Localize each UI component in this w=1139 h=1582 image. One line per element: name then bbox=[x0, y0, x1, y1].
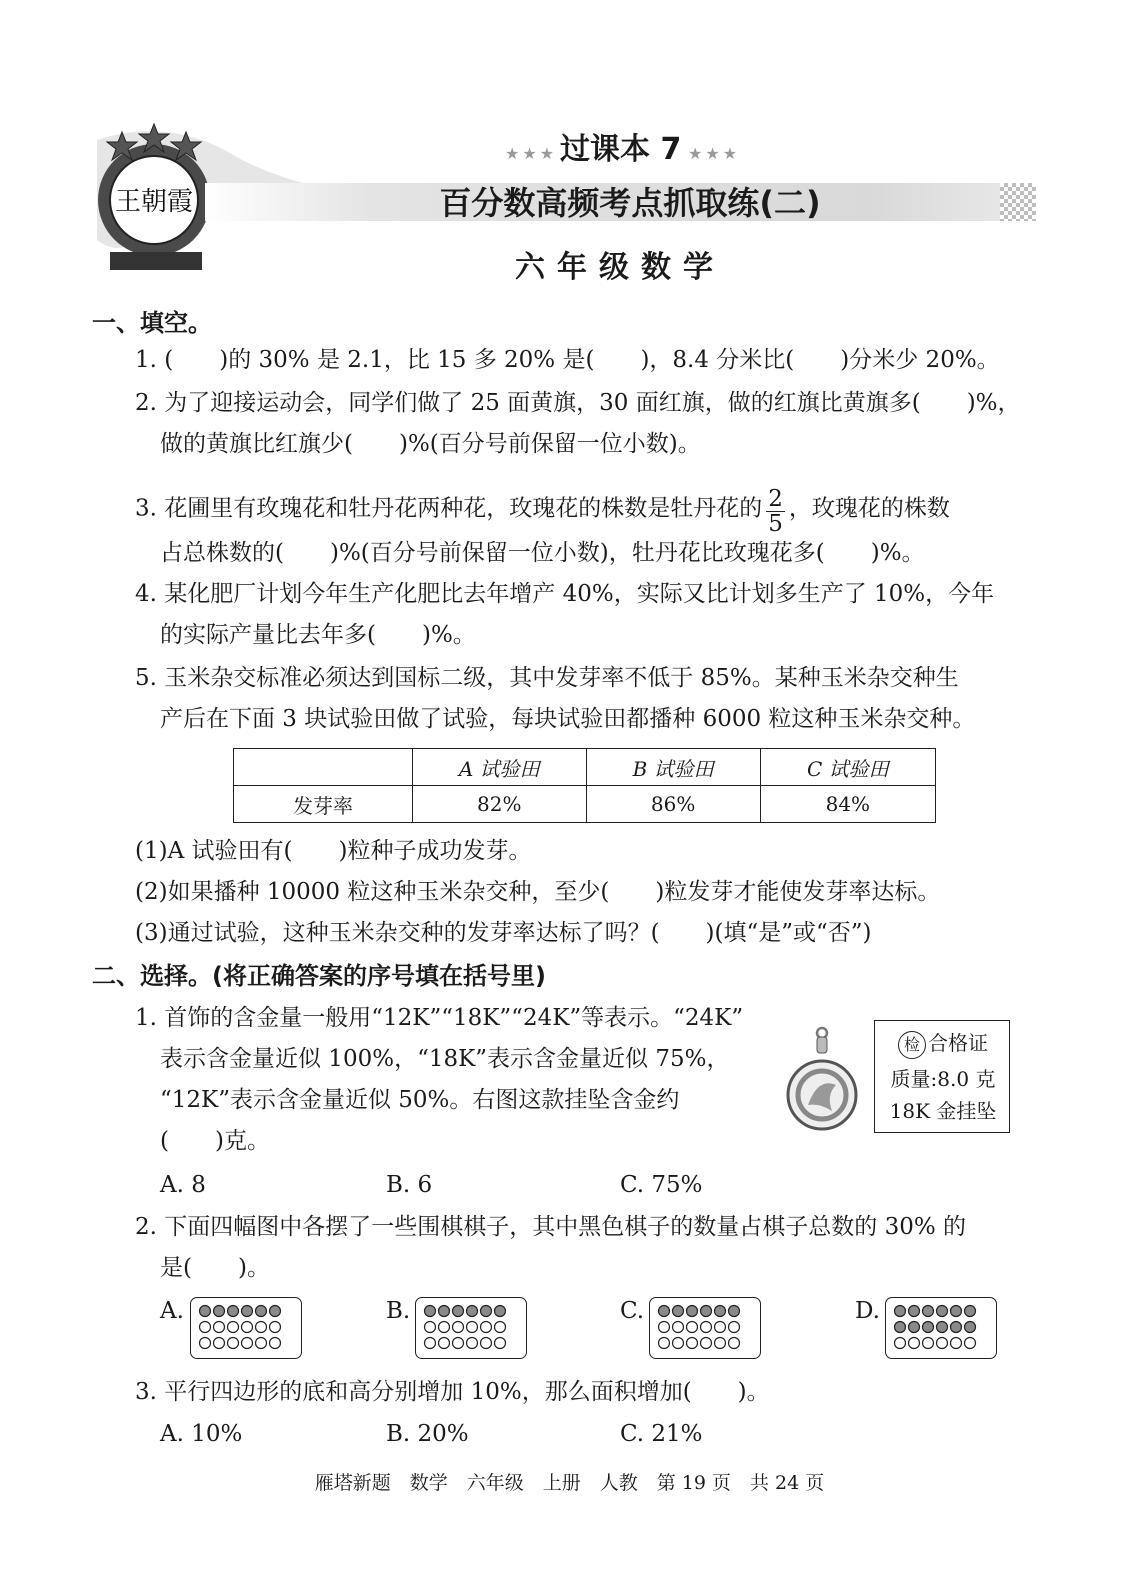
title-checker-decor bbox=[1000, 183, 1036, 221]
white-stone bbox=[729, 1322, 740, 1333]
black-stone bbox=[965, 1306, 976, 1317]
black-stone bbox=[895, 1306, 906, 1317]
white-stone bbox=[965, 1338, 976, 1349]
black-stone bbox=[923, 1322, 934, 1333]
white-stone bbox=[256, 1322, 267, 1333]
go-board-b bbox=[415, 1297, 527, 1359]
option-2-1-a: A. 8 bbox=[160, 1172, 206, 1198]
black-stone bbox=[951, 1322, 962, 1333]
white-stone bbox=[439, 1322, 450, 1333]
table-header-cell: C 试验田 bbox=[760, 749, 935, 786]
white-stone bbox=[270, 1322, 281, 1333]
white-stone bbox=[242, 1322, 253, 1333]
white-stone bbox=[256, 1338, 267, 1349]
option-2-2-c: C. bbox=[620, 1298, 645, 1324]
white-stone bbox=[425, 1322, 436, 1333]
fraction-numerator: 2 bbox=[768, 486, 783, 512]
question-2-3: 3. 平行四边形的底和高分别增加 10%，那么面积增加( )。 bbox=[135, 1379, 770, 1405]
white-stone bbox=[242, 1338, 253, 1349]
white-stone bbox=[659, 1322, 670, 1333]
white-stone bbox=[715, 1322, 726, 1333]
inspection-stamp-icon: 检 bbox=[898, 1031, 926, 1059]
table-header-cell: A 试验田 bbox=[413, 749, 587, 786]
black-stone bbox=[228, 1306, 239, 1317]
decor-stars-left: ★★★ bbox=[505, 144, 558, 163]
white-stone bbox=[729, 1338, 740, 1349]
white-stone bbox=[687, 1322, 698, 1333]
white-stone bbox=[214, 1322, 225, 1333]
white-stone bbox=[270, 1338, 281, 1349]
table-header-cell bbox=[234, 749, 413, 786]
pendant-image bbox=[782, 1025, 862, 1145]
white-stone bbox=[701, 1322, 712, 1333]
black-stone bbox=[687, 1306, 698, 1317]
black-stone bbox=[937, 1322, 948, 1333]
black-stone bbox=[270, 1306, 281, 1317]
white-stone bbox=[495, 1322, 506, 1333]
question-2-2-line1: 2. 下面四幅图中各摆了一些围棋棋子，其中黑色棋子的数量占棋子总数的 30% 的 bbox=[135, 1214, 966, 1240]
table-header-row bbox=[234, 749, 936, 786]
question-1-3-text: 3. 花圃里有玫瑰花和牡丹花两种花，玫瑰花的株数是牡丹花的 bbox=[135, 495, 763, 522]
question-1-5-sub2: (2)如果播种 10000 粒这种玉米杂交种，至少( )粒发芽才能使发芽率达标。 bbox=[135, 879, 941, 905]
table-header-cell: B 试验田 bbox=[586, 749, 760, 786]
black-stone bbox=[729, 1306, 740, 1317]
option-2-2-a: A. bbox=[160, 1298, 184, 1324]
black-stone bbox=[425, 1306, 436, 1317]
table-cell: 86% bbox=[586, 786, 760, 823]
option-2-2-b: B. bbox=[386, 1298, 411, 1324]
black-stone bbox=[242, 1306, 253, 1317]
question-1-4-line1: 4. 某化肥厂计划今年生产化肥比去年增产 40%，实际又比计划多生产了 10%，今年 bbox=[135, 581, 995, 607]
question-1-4-line2: 的实际产量比去年多( )%。 bbox=[160, 622, 476, 648]
black-stone bbox=[659, 1306, 670, 1317]
question-1-1: 1. ( )的 30% 是 2.1，比 15 多 20% 是( )，8.4 分米比( )分米少 20%。 bbox=[135, 347, 1000, 373]
option-2-3-a: A. 10% bbox=[160, 1421, 243, 1447]
question-2-2-line2: 是( )。 bbox=[160, 1255, 270, 1281]
black-stone bbox=[965, 1322, 976, 1333]
certificate-item: 18K 金挂坠 bbox=[889, 1099, 997, 1123]
certificate-title: 合格证 bbox=[928, 1031, 988, 1055]
page-footer: 雁塔新题 数学 六年级 上册 人教 第 19 页 共 24 页 bbox=[314, 1472, 825, 1494]
question-1-2-line2: 做的黄旗比红旗少( )%(百分号前保留一位小数)。 bbox=[160, 431, 701, 457]
page-title: 百分数高频考点抓取练(二) bbox=[439, 184, 821, 222]
white-stone bbox=[453, 1322, 464, 1333]
white-stone bbox=[937, 1338, 948, 1349]
option-2-1-c: C. 75% bbox=[620, 1172, 703, 1198]
fraction bbox=[766, 487, 785, 536]
black-stone bbox=[951, 1306, 962, 1317]
white-stone bbox=[481, 1338, 492, 1349]
option-2-1-b: B. 6 bbox=[386, 1172, 433, 1198]
white-stone bbox=[214, 1338, 225, 1349]
decor-stars-right: ★★★ bbox=[688, 144, 741, 163]
question-1-3-line2: 占总株数的( )%(百分号前保留一位小数)，牡丹花比玫瑰花多( )%。 bbox=[160, 540, 925, 566]
white-stone bbox=[495, 1338, 506, 1349]
white-stone bbox=[923, 1338, 934, 1349]
black-stone bbox=[937, 1306, 948, 1317]
section2-heading: 二、选择。(将正确答案的序号填在括号里) bbox=[92, 962, 546, 990]
question-2-1-line4: ( )克。 bbox=[160, 1128, 270, 1154]
white-stone bbox=[895, 1338, 906, 1349]
black-stone bbox=[909, 1306, 920, 1317]
go-board-a bbox=[190, 1297, 302, 1359]
white-stone bbox=[200, 1338, 211, 1349]
white-stone bbox=[701, 1338, 712, 1349]
white-stone bbox=[228, 1338, 239, 1349]
brand-logo-text: 王朝霞 bbox=[114, 187, 194, 217]
option-2-3-c: C. 21% bbox=[620, 1421, 703, 1447]
black-stone bbox=[673, 1306, 684, 1317]
white-stone bbox=[673, 1338, 684, 1349]
black-stone bbox=[701, 1306, 712, 1317]
certificate-mass: 质量:8.0 克 bbox=[890, 1067, 996, 1091]
option-2-3-b: B. 20% bbox=[386, 1421, 469, 1447]
question-1-3-text-end: ，玫瑰花的株数 bbox=[788, 495, 950, 522]
question-1-5-line2: 产后在下面 3 块试验田做了试验，每块试验田都播种 6000 粒这种玉米杂交种。 bbox=[160, 706, 976, 732]
question-2-1-line1: 1. 首饰的含金量一般用“12K”“18K”“24K”等表示。“24K” bbox=[135, 1005, 744, 1031]
question-1-5-sub1: (1)A 试验田有( )粒种子成功发芽。 bbox=[135, 838, 532, 864]
page-subtitle: 六年级数学 bbox=[515, 250, 725, 285]
white-stone bbox=[909, 1338, 920, 1349]
germination-table bbox=[233, 748, 936, 823]
certificate-box bbox=[874, 1020, 1010, 1133]
table-row-label: 发芽率 bbox=[234, 786, 413, 823]
white-stone bbox=[200, 1322, 211, 1333]
go-board-d bbox=[885, 1297, 997, 1359]
black-stone bbox=[495, 1306, 506, 1317]
white-stone bbox=[715, 1338, 726, 1349]
white-stone bbox=[228, 1322, 239, 1333]
question-1-5-sub3: (3)通过试验，这种玉米杂交种的发芽率达标了吗？( )(填“是”或“否”) bbox=[135, 920, 872, 946]
question-2-1-line3: “12K”表示含金量近似 50%。右图这款挂坠含金约 bbox=[160, 1087, 680, 1113]
black-stone bbox=[256, 1306, 267, 1317]
white-stone bbox=[453, 1338, 464, 1349]
white-stone bbox=[481, 1322, 492, 1333]
white-stone bbox=[687, 1338, 698, 1349]
white-stone bbox=[425, 1338, 436, 1349]
white-stone bbox=[467, 1322, 478, 1333]
black-stone bbox=[439, 1306, 450, 1317]
question-1-2-line1: 2. 为了迎接运动会，同学们做了 25 面黄旗，30 面红旗，做的红旗比黄旗多( )%， bbox=[135, 390, 1021, 416]
question-1-3-line1 bbox=[135, 485, 950, 537]
series-label: 过课本 7 bbox=[560, 132, 682, 167]
certificate-title-row bbox=[875, 1029, 1011, 1059]
white-stone bbox=[467, 1338, 478, 1349]
white-stone bbox=[439, 1338, 450, 1349]
black-stone bbox=[909, 1322, 920, 1333]
black-stone bbox=[200, 1306, 211, 1317]
black-stone bbox=[895, 1322, 906, 1333]
question-1-5-line1: 5. 玉米杂交标准必须达到国标二级，其中发芽率不低于 85%。某种玉米杂交种生 bbox=[135, 665, 959, 691]
white-stone bbox=[659, 1338, 670, 1349]
black-stone bbox=[214, 1306, 225, 1317]
white-stone bbox=[951, 1338, 962, 1349]
option-2-2-d: D. bbox=[855, 1298, 880, 1324]
black-stone bbox=[923, 1306, 934, 1317]
section1-heading: 一、填空。 bbox=[92, 309, 212, 337]
table-row bbox=[234, 786, 936, 823]
table-cell: 84% bbox=[760, 786, 935, 823]
table-cell: 82% bbox=[413, 786, 587, 823]
question-2-1-line2: 表示含金量近似 100%，“18K”表示含金量近似 75%， bbox=[160, 1046, 730, 1072]
fraction-denominator: 5 bbox=[768, 511, 783, 537]
white-stone bbox=[673, 1322, 684, 1333]
black-stone bbox=[453, 1306, 464, 1317]
black-stone bbox=[467, 1306, 478, 1317]
black-stone bbox=[481, 1306, 492, 1317]
go-board-c bbox=[649, 1297, 761, 1359]
black-stone bbox=[715, 1306, 726, 1317]
